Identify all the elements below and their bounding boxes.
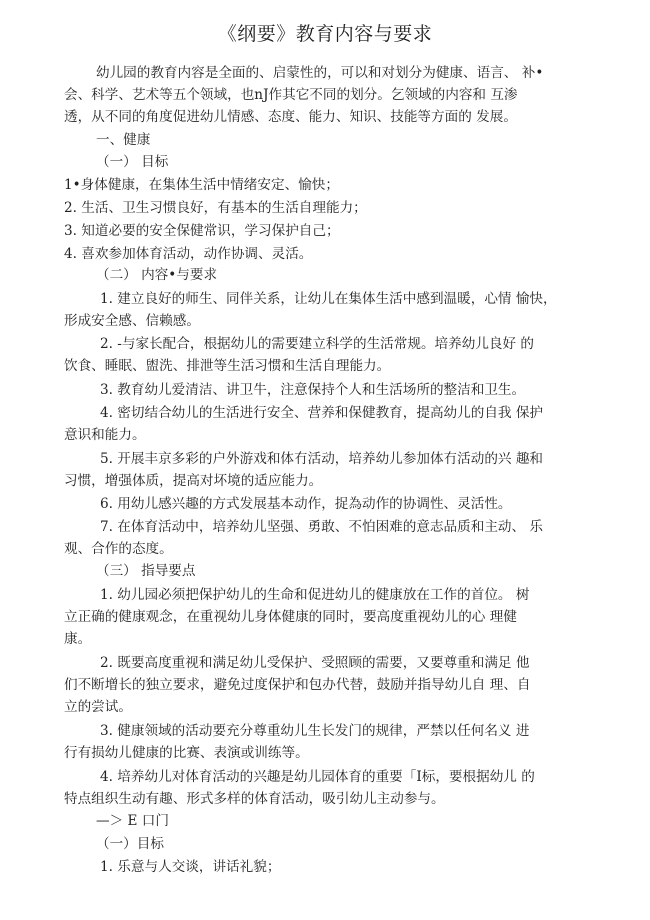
paragraph-line: 特点组织生动有趣、形式多样的体育活动，吸引幼儿主动参与。 <box>64 791 445 807</box>
list-item: 3. 教育幼儿爱清洁、讲卫牛，注意保持个人和生活场所的整洁和卫生。 <box>100 382 526 398</box>
subsection-heading: （三） 指导要点 <box>96 563 196 579</box>
paragraph-line: 观、合作的态度。 <box>64 541 173 557</box>
paragraph-line: 会、科学、艺术等五个领域，也nJ作其它不同的划分。乞领域的内容和 互渗 <box>64 87 518 103</box>
list-item: 2. 既要高度重视和满足幼儿受保护、受照顾的需要，又要尊重和满足 他 <box>100 655 530 671</box>
list-item: 4. 培养幼儿对体育活动的兴趣是幼儿园体育的重要「I标，要根据幼儿 的 <box>100 769 535 785</box>
paragraph-line: 意识和能力。 <box>64 427 146 443</box>
subsection-heading: （二） 内容•与要求 <box>96 267 218 283</box>
list-item: 1. 建立良好的师生、同伴关系，让幼儿在集体生活中感到温暖，心情 愉快， <box>100 291 557 307</box>
paragraph-line: 康。 <box>64 631 92 647</box>
paragraph-line: 习惯，增强体质，提高对坏境的适应能力。 <box>64 473 323 489</box>
list-item: 4. 喜欢参加体育活动，动作协调、灵活。 <box>64 246 313 262</box>
list-item: 1. 乐意与人交谈，讲话礼貌； <box>100 859 281 875</box>
page-title: 《纲要》教育内容与要求 <box>217 23 433 45</box>
list-item: 3. 知道必要的安全保健常识，学习保护自己； <box>64 223 340 239</box>
paragraph-line: 透，从不同的角度促进幼儿情感、态度、能力、知识、技能等方面的 发展。 <box>64 109 517 125</box>
subsection-heading: （一）目标 <box>96 836 164 852</box>
list-item: 4. 密切结合幼儿的生活进行安全、营养和保健教育，提高幼儿的自我 保护 <box>100 405 544 421</box>
paragraph-line: 饮食、睡眠、盥洗、排泄等生活习惯和生活自理能力。 <box>64 358 391 374</box>
list-item: 7. 在体育活动中，培养幼儿坚强、勇敢、不怕困难的意志品质和主动、 乐 <box>100 519 544 535</box>
list-item: 6. 用幼儿感兴趣的方式发展基本动作，捉為动作的协调性、灵活性。 <box>100 496 512 512</box>
paragraph-line: 们不断增长的独立要求，避免过度保护和包办代替，鼓励并指导幼儿自 理、自 <box>64 677 531 693</box>
subsection-heading: （一） 目标 <box>96 154 169 170</box>
list-item: 3. 健康领域的活动要充分尊重幼儿生长发门的规律，严禁以任何名义 进 <box>100 723 530 739</box>
paragraph-line: 立的尝试。 <box>64 699 132 715</box>
paragraph-line: 立正确的健康观念，在重视幼儿身体健康的同时，要高度重视幼儿的心 理健 <box>64 609 517 625</box>
paragraph-line: 形成安全感、信赖感。 <box>64 313 200 329</box>
paragraph-line: 幼儿园的教育内容是全面的、启蒙性的，可以和对划分为健康、语言、 补• <box>96 65 544 81</box>
list-item: 2. 生活、卫生习惯良好，有基本的生活自理能力； <box>64 200 367 216</box>
section-heading: —＞ E 口门 <box>96 813 169 829</box>
paragraph-line: 行有损幼儿健康的比赛、表演或训练等。 <box>64 745 309 761</box>
section-heading: 一、健康 <box>96 132 151 148</box>
list-item: 5. 开展丰京多彩的户外游戏和体冇活动，培养幼儿参加体冇活动的兴 趣和 <box>100 451 544 467</box>
list-item: 1•身体健康，在集体生活中情绪安定、愉快； <box>64 177 339 193</box>
list-item: 2. -与家长配合，根据幼儿的需要建立科学的生活常规。培养幼儿良好 的 <box>100 336 535 352</box>
list-item: 1. 幼儿园必须把保护幼儿的生命和促进幼儿的健康放在工作的首位。 树 <box>100 587 530 603</box>
